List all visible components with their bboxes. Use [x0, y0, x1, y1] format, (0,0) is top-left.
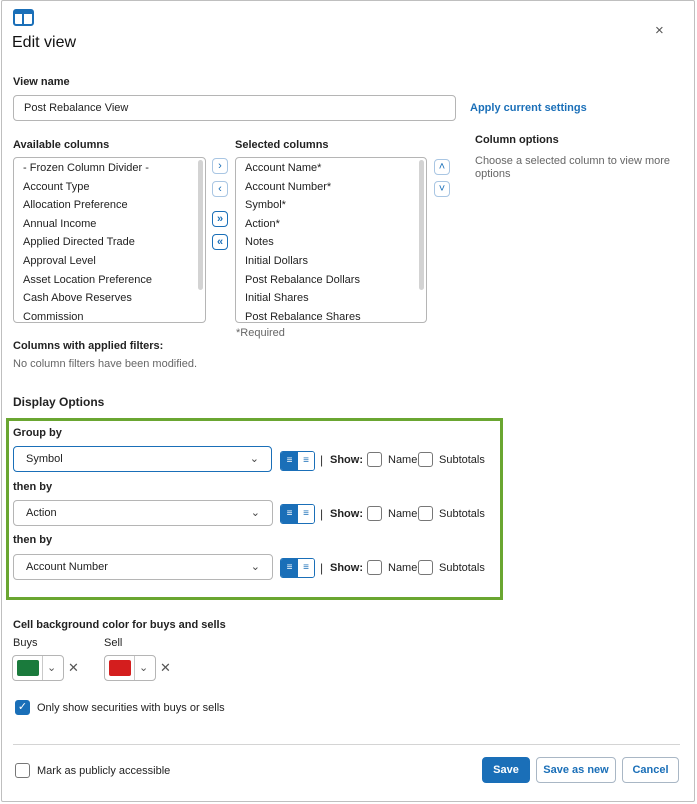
- public-label: Mark as publicly accessible: [37, 765, 171, 777]
- cancel-button[interactable]: Cancel: [622, 757, 679, 783]
- show-label: Show:: [330, 454, 363, 466]
- group-by-value: Symbol: [26, 453, 63, 465]
- group-by-select[interactable]: [13, 446, 272, 472]
- add-all-columns-button[interactable]: »: [212, 211, 228, 227]
- group-3-sort-toggle[interactable]: [280, 558, 315, 578]
- required-note: *Required: [236, 327, 285, 339]
- column-options-hint: Choose a selected column to view more options: [475, 155, 671, 180]
- then-by-value: Account Number: [26, 561, 108, 573]
- cell-colors-label: Cell background color for buys and sells: [13, 619, 226, 631]
- list-item[interactable]: - Frozen Column Divider -: [23, 162, 149, 174]
- move-down-button[interactable]: ˅: [434, 181, 450, 197]
- sell-color-picker[interactable]: [104, 655, 156, 681]
- group-2-name-checkbox[interactable]: [367, 506, 382, 521]
- available-columns-label: Available columns: [13, 139, 110, 151]
- name-label: Name: [388, 562, 418, 574]
- column-options-label: Column options: [475, 134, 559, 146]
- list-item[interactable]: Post Rebalance Shares: [245, 310, 361, 323]
- list-item[interactable]: Notes: [245, 236, 274, 249]
- list-item[interactable]: Approval Level: [23, 254, 96, 267]
- group-1-name-checkbox[interactable]: [367, 452, 382, 467]
- group-3-name-checkbox[interactable]: [367, 560, 382, 575]
- chevron-down-icon: ⌄: [250, 507, 260, 519]
- list-item[interactable]: Initial Dollars: [245, 254, 308, 267]
- list-item[interactable]: Account Number*: [245, 180, 332, 193]
- list-item[interactable]: Applied Directed Trade: [23, 236, 135, 249]
- separator: |: [320, 507, 324, 521]
- remove-all-columns-button[interactable]: «: [212, 234, 228, 250]
- show-label: Show:: [330, 508, 363, 520]
- public-checkbox[interactable]: [15, 763, 30, 778]
- view-name-input[interactable]: Post Rebalance View: [13, 95, 456, 121]
- sell-label: Sell: [104, 637, 123, 649]
- applied-filters-empty: No column filters have been modified.: [13, 358, 198, 370]
- chevron-down-icon: ⌄: [250, 561, 260, 573]
- list-item[interactable]: Account Name*: [245, 162, 322, 174]
- list-item[interactable]: Commission: [23, 310, 84, 323]
- list-item[interactable]: Post Rebalance Dollars: [245, 273, 360, 286]
- subtotals-label: Subtotals: [439, 454, 485, 466]
- view-name-label: View name: [13, 76, 70, 88]
- group-2-sort-toggle[interactable]: [280, 504, 315, 524]
- clear-sell-color-icon[interactable]: ✕: [160, 660, 171, 675]
- then-by-label: then by: [13, 534, 53, 546]
- close-icon[interactable]: ×: [655, 22, 664, 39]
- list-item[interactable]: Asset Location Preference: [23, 273, 153, 286]
- buys-color-swatch: [17, 660, 39, 676]
- sort-ascending-icon[interactable]: ≡: [281, 505, 298, 523]
- then-by-select[interactable]: [13, 554, 273, 580]
- then-by-label: then by: [13, 481, 53, 493]
- sell-color-swatch: [109, 660, 131, 676]
- group-2-subtotals-checkbox[interactable]: [418, 506, 433, 521]
- list-item[interactable]: Account Type: [23, 180, 90, 193]
- subtotals-label: Subtotals: [439, 508, 485, 520]
- apply-current-settings-link[interactable]: Apply current settings: [470, 102, 587, 114]
- buys-color-picker[interactable]: [12, 655, 64, 681]
- add-column-button[interactable]: ›: [212, 158, 228, 174]
- columns-view-icon: [13, 9, 34, 26]
- separator: |: [320, 561, 324, 575]
- footer-divider: [13, 744, 680, 745]
- separator: |: [320, 453, 324, 467]
- buys-label: Buys: [13, 637, 38, 649]
- clear-buys-color-icon[interactable]: ✕: [68, 660, 79, 675]
- group-1-subtotals-checkbox[interactable]: [418, 452, 433, 467]
- then-by-select[interactable]: [13, 500, 273, 526]
- move-up-button[interactable]: ˄: [434, 159, 450, 175]
- list-item[interactable]: Symbol*: [245, 199, 286, 212]
- only-show-checkbox[interactable]: ✓: [15, 700, 30, 715]
- chevron-down-icon: ⌄: [139, 662, 149, 674]
- list-item[interactable]: Annual Income: [23, 217, 97, 230]
- applied-filters-label: Columns with applied filters:: [13, 340, 164, 352]
- then-by-value: Action: [26, 507, 57, 519]
- available-columns-list[interactable]: [13, 157, 206, 323]
- scrollbar[interactable]: [198, 160, 203, 290]
- sort-ascending-icon[interactable]: ≡: [281, 452, 298, 470]
- list-item[interactable]: Action*: [245, 217, 280, 230]
- name-label: Name: [388, 454, 418, 466]
- save-button[interactable]: Save: [482, 757, 530, 783]
- sort-ascending-icon[interactable]: ≡: [281, 559, 298, 577]
- list-item[interactable]: Allocation Preference: [23, 199, 128, 212]
- group-1-sort-toggle[interactable]: [280, 451, 315, 471]
- dialog-title: Edit view: [12, 34, 77, 51]
- display-options-heading: Display Options: [13, 395, 105, 409]
- subtotals-label: Subtotals: [439, 562, 485, 574]
- group-3-subtotals-checkbox[interactable]: [418, 560, 433, 575]
- name-label: Name: [388, 508, 418, 520]
- sort-descending-icon[interactable]: ≡: [298, 505, 314, 523]
- chevron-down-icon: ⌄: [249, 453, 259, 465]
- chevron-down-icon: ⌄: [47, 662, 57, 674]
- selected-columns-label: Selected columns: [235, 139, 329, 151]
- list-item[interactable]: Initial Shares: [245, 292, 309, 305]
- show-label: Show:: [330, 562, 363, 574]
- selected-columns-list[interactable]: [235, 157, 427, 323]
- list-item[interactable]: Cash Above Reserves: [23, 292, 132, 305]
- sort-descending-icon[interactable]: ≡: [298, 559, 314, 577]
- scrollbar[interactable]: [419, 160, 424, 290]
- group-by-label: Group by: [13, 427, 62, 439]
- remove-column-button[interactable]: ‹: [212, 181, 228, 197]
- save-as-new-button[interactable]: Save as new: [536, 757, 616, 783]
- only-show-label: Only show securities with buys or sells: [37, 702, 225, 714]
- sort-descending-icon[interactable]: ≡: [298, 452, 314, 470]
